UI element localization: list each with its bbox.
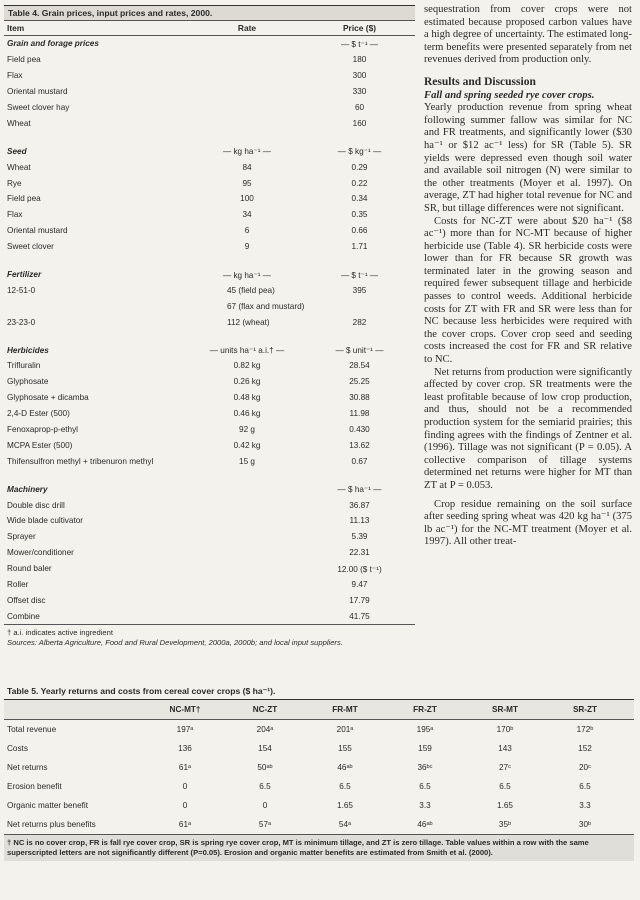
cell-rate: 67 (flax and mustard) (227, 301, 305, 311)
cell-item: Wheat (7, 118, 31, 128)
cell-price: 0.66 (351, 226, 368, 236)
cell-item: Roller (7, 580, 29, 590)
table-row (4, 207, 415, 223)
table-row (4, 497, 415, 513)
cell-value: 1.65 (337, 801, 353, 810)
section-name: Grain and forage prices (7, 39, 99, 49)
cell-rate: 95 (242, 178, 252, 188)
cell-price: 300 (352, 71, 367, 81)
cell-rate: 34 (242, 210, 252, 220)
cell-item: Mower/conditioner (7, 548, 74, 558)
table-5-header-cell: SR-MT (492, 705, 518, 714)
table-row (4, 298, 415, 314)
cell-price: 0.67 (351, 456, 368, 466)
cell-item: Sweet clover (7, 242, 54, 252)
section-price-unit: — $ ha⁻¹ — (337, 485, 382, 495)
table-row (4, 593, 415, 609)
cell-value: 1.65 (497, 801, 513, 810)
table-row (4, 52, 415, 68)
cell-item: Oriental mustard (7, 226, 68, 236)
cell-value: 61ᵃ (178, 820, 192, 829)
header-price: Price ($) (342, 23, 377, 33)
cell-price: 0.430 (349, 425, 370, 435)
cell-value: 3.3 (419, 801, 431, 810)
cell-price: 41.75 (349, 611, 370, 621)
section-row (4, 143, 415, 159)
cell-rate: 0.42 kg (233, 440, 261, 450)
cell-item: Wheat (7, 162, 31, 172)
row-label: Net returns plus benefits (7, 820, 96, 829)
paragraph-4: Crop residue remaining on the soil surface after seeding spring wheat was 420 kg ha⁻¹ (375 lb ac⁻¹) for the NC-MT treatment (Moyer et al. 1997). All other treat- (424, 498, 632, 548)
cell-value: 3.3 (579, 801, 591, 810)
cell-price: 0.22 (351, 178, 368, 188)
table-5-header-cell: SR-ZT (572, 705, 598, 714)
cell-price: 22.31 (349, 548, 370, 558)
cell-price: 5.39 (351, 532, 368, 542)
table-row (4, 282, 415, 298)
table-row (4, 422, 415, 438)
footnote-sources: Sources: Alberta Agriculture, Food and Rural Development, 2000a, 2000b; and local input suppliers. (7, 638, 343, 648)
cell-value: 35ᵇ (498, 820, 512, 829)
paragraph-1: Yearly production revenue from spring wheat following summer fallow was similar for NC and FR treatments, and significantly lower ($30 ha⁻¹ or $12 ac⁻¹ less) for SR (Table 5). SR yields were depressed even though soil water and available soil nitrogen (N) were similar to the other treatments (Moyer et al. 1997). On average, ZT had higher total revenue for NC and SR, but tillage differences were not significant. (424, 102, 632, 214)
table-row (4, 815, 634, 834)
cell-item: Flax (7, 210, 23, 220)
cell-price: 30.88 (349, 393, 370, 403)
section-price-unit: — $ kg⁻¹ — (337, 147, 382, 157)
table-row (4, 513, 415, 529)
table-4-body (4, 36, 415, 624)
table-row (4, 159, 415, 175)
table-row (4, 115, 415, 131)
cell-item: Glyphosate (7, 377, 49, 387)
table-row (4, 100, 415, 116)
table-row (4, 437, 415, 453)
cell-price: 13.62 (349, 440, 370, 450)
cell-value: 136 (178, 744, 192, 753)
cell-value: 0 (262, 801, 268, 810)
table-row (4, 374, 415, 390)
cell-value: 57ᵃ (258, 820, 272, 829)
cell-item: 23-23-0 (7, 317, 36, 327)
cell-item: Round baler (7, 564, 52, 574)
cell-value: 152 (578, 744, 592, 753)
cell-price: 25.25 (349, 377, 370, 387)
cell-item: Flax (7, 71, 23, 81)
cell-item: Trifluralin (7, 361, 41, 371)
table-5-header-cell: FR-MT (332, 705, 358, 714)
section-row (4, 36, 415, 52)
cell-value: 50ᵃᵇ (257, 763, 273, 772)
cell-price: 160 (352, 118, 367, 128)
cell-rate: 84 (242, 162, 252, 172)
cell-rate: 9 (244, 242, 250, 252)
cell-value: 0 (182, 782, 188, 791)
cell-rate: 92 g (239, 425, 255, 435)
section-name: Seed (7, 146, 27, 156)
cell-value: 197ᵃ (176, 725, 194, 734)
cell-value: 46ᵃᵇ (417, 820, 433, 829)
cell-value: 6.5 (499, 782, 511, 791)
cell-price: 1.71 (351, 242, 368, 252)
cell-value: 170ᵇ (496, 725, 514, 734)
cell-value: 143 (498, 744, 512, 753)
table-5 (4, 684, 634, 861)
cell-item: Wide blade cultivator (7, 516, 83, 526)
cell-item: Offset disc (7, 595, 46, 605)
table-row (4, 175, 415, 191)
table-row (4, 529, 415, 545)
table-5-header-cell: NC-MT† (169, 705, 201, 714)
table-row (4, 239, 415, 255)
cell-item: Thifensulfron methyl + tribenuron methyl (7, 456, 154, 466)
cell-value: 6.5 (339, 782, 351, 791)
cell-value: 46ᵃᵇ (337, 763, 353, 772)
section-price-unit: — $ unit⁻¹ — (335, 346, 384, 356)
row-label: Net returns (7, 763, 48, 772)
table-row (4, 406, 415, 422)
table-row (4, 796, 634, 815)
cell-price: 395 (352, 285, 367, 295)
cell-item: 2,4-D Ester (500) (7, 409, 70, 419)
cell-value: 61ᵃ (178, 763, 192, 772)
cell-rate: 0.82 kg (233, 361, 261, 371)
cell-value: 0 (182, 801, 188, 810)
text-column (424, 4, 632, 549)
table-row (4, 561, 415, 577)
cell-rate: 112 (wheat) (227, 317, 270, 327)
table-5-header-cell (7, 705, 145, 714)
cell-price: 28.54 (349, 361, 370, 371)
row-label: Erosion benefit (7, 782, 62, 791)
cell-item: MCPA Ester (500) (7, 440, 73, 450)
table-5-footnote: † NC is no cover crop, FR is fall rye cover crop, SR is spring rye cover crop, MT is minimum tillage, and ZT is zero tillage. Table values within a row with the same superscripted letters are not significantly different (P=0.05). Erosion and organic matter benefits are estimated from Smith et al. (2000). (4, 834, 634, 861)
row-label: Costs (7, 744, 28, 753)
cell-price: 11.13 (349, 516, 370, 526)
cell-item: Rye (7, 178, 22, 188)
cell-value: 204ᵃ (256, 725, 274, 734)
table-row (4, 777, 634, 796)
section-name: Herbicides (7, 345, 49, 355)
table-row (4, 758, 634, 777)
section-price-unit: — $ t⁻¹ — (340, 270, 379, 280)
cell-item: 12-51-0 (7, 285, 36, 295)
cell-value: 172ᵇ (576, 725, 594, 734)
cell-value: 155 (338, 744, 352, 753)
table-row (4, 390, 415, 406)
cell-value: 20ᶜ (578, 763, 591, 772)
section-gap (4, 131, 415, 143)
subsection-heading: Fall and spring seeded rye cover crops. (424, 89, 595, 101)
table-row (4, 608, 415, 624)
cell-value: 36ᵇᶜ (417, 763, 433, 772)
cell-price: 17.79 (349, 595, 370, 605)
cell-price: 180 (352, 55, 367, 65)
section-gap (4, 330, 415, 342)
paragraph-intro: sequestration from cover crops were not estimated because proposed carbon values have a high degree of uncertainty. The estimated long-term benefits were presented separately from net revenues derived from production only. (424, 4, 632, 66)
cell-value: 27ᶜ (498, 763, 511, 772)
cell-value: 195ᵃ (416, 725, 434, 734)
cell-item: Combine (7, 611, 40, 621)
cell-item: Field pea (7, 194, 41, 204)
cell-item: Sweet clover hay (7, 103, 70, 112)
cell-item: Sprayer (7, 532, 36, 542)
section-rate-unit: — units ha⁻¹ a.i.† — (209, 346, 285, 356)
header-item: Item (7, 23, 25, 33)
section-name: Fertilizer (7, 270, 42, 280)
table-4-footnotes (4, 624, 415, 648)
cell-price: 330 (352, 87, 367, 97)
table-row (4, 577, 415, 593)
table-5-header-cell: FR-ZT (413, 705, 437, 714)
table-row (4, 223, 415, 239)
header-rate: Rate (237, 23, 257, 33)
section-row (4, 342, 415, 358)
cell-price: 9.47 (351, 580, 368, 590)
table-row (4, 720, 634, 739)
footnote-ai: † a.i. indicates active ingredient (7, 628, 113, 638)
row-label: Organic matter benefit (7, 801, 89, 810)
table-row (4, 68, 415, 84)
paragraph-2: Costs for NC-ZT were about $20 ha⁻¹ ($8 ac⁻¹) more than for NC-MT because of higher herbicide use (Table 4). SR herbicide costs were lower than for FR because SR growth was terminated later in the growing season and required fewer subsequent tillage and herbicide passes to control weeds. Additional herbicide costs for ZT with FR and SR were less than for NC because less herbicides were required with the cover crops. Cover crop seed and seeding costs increased the cost for FR and SR relative to NC. (424, 215, 632, 366)
table-5-title: Table 5. Yearly returns and costs from cereal cover crops ($ ha⁻¹). (7, 686, 276, 696)
cell-value: 201ᵃ (336, 725, 354, 734)
section-row (4, 481, 415, 497)
cell-rate: 15 g (239, 456, 255, 466)
table-5-header (4, 699, 634, 720)
section-name: Machinery (7, 484, 48, 494)
cell-value: 54ᵃ (338, 820, 352, 829)
paragraph-3: Net returns from production were significantly affected by cover crop. SR treatments were the least profitable because of low crop production, and thus, should not be a recommended production system for the semiarid prairies; this finding agrees with the findings of Zentner et al. (1996). Tillage was not significant (P = 0.05). A collective comparison of tillage systems determined net returns were higher for MT than ZT at P = 0.053. (424, 366, 632, 491)
table-5-header-cell: NC-ZT (252, 705, 278, 714)
cell-value: 154 (258, 744, 272, 753)
table-row (4, 739, 634, 758)
cell-rate: 45 (field pea) (227, 285, 275, 295)
table-row (4, 84, 415, 100)
cell-price: 60 (354, 103, 365, 112)
section-price-unit: — $ t⁻¹ — (340, 39, 379, 49)
cell-price: 0.35 (351, 210, 368, 220)
cell-value: 6.5 (579, 782, 591, 791)
table-5-body (4, 720, 634, 834)
table-row (4, 314, 415, 330)
section-rate-unit: — kg ha⁻¹ — (222, 147, 271, 157)
cell-value: 6.5 (419, 782, 431, 791)
table-4-title: Table 4. Grain prices, input prices and rates, 2000. (4, 5, 415, 20)
section-gap (4, 469, 415, 481)
section-gap (4, 255, 415, 267)
cell-item: Double disc drill (7, 500, 65, 510)
cell-item: Oriental mustard (7, 87, 68, 97)
section-rate-unit: — kg ha⁻¹ — (222, 270, 271, 280)
table-row (4, 453, 415, 469)
cell-rate: 0.46 kg (233, 409, 261, 419)
cell-price: 36.87 (349, 500, 370, 510)
cell-item: Field pea (7, 55, 41, 65)
row-label: Total revenue (7, 725, 57, 734)
cell-value: 30ᵇ (578, 820, 592, 829)
section-heading: Results and Discussion (424, 75, 536, 88)
table-row (4, 191, 415, 207)
cell-price: 11.98 (349, 409, 370, 419)
section-row (4, 267, 415, 283)
table-4 (4, 5, 415, 648)
cell-price: 282 (352, 317, 367, 327)
cell-price: 0.29 (351, 162, 368, 172)
cell-item: Fenoxaprop-p-ethyl (7, 425, 78, 435)
table-4-header (4, 20, 415, 36)
cell-rate: 100 (240, 194, 254, 204)
cell-value: 6.5 (259, 782, 271, 791)
table-row (4, 358, 415, 374)
cell-item: Glyphosate + dicamba (7, 393, 89, 403)
cell-price: 0.34 (351, 194, 368, 204)
table-row (4, 545, 415, 561)
cell-rate: 0.48 kg (233, 393, 261, 403)
cell-rate: 6 (244, 226, 250, 236)
cell-value: 159 (418, 744, 432, 753)
cell-price: 12.00 ($ t⁻¹) (337, 564, 382, 574)
cell-rate: 0.26 kg (233, 377, 261, 387)
